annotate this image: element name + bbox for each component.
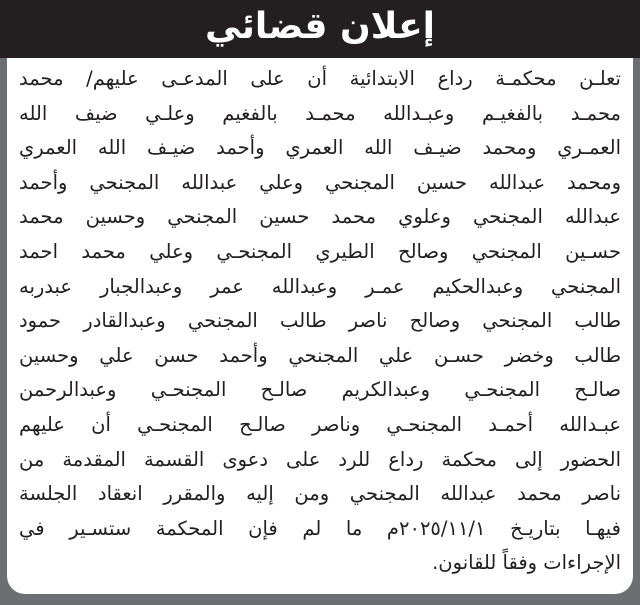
notice-line: حسـين المجنحي وصالح الطيري المجنحـي وعلي محمد احمد (19, 239, 621, 263)
notice-line: ومحمد عبدالله حسين المجنحي وعلي عبدالله المجنحي وأحمد (19, 170, 621, 194)
notice-line-closing: الإجراءات وفقاً للقانون. (432, 551, 621, 575)
notice-line: عبدالله المجنحي وعلوي محمد حسين المجنحي وحسين محمد (19, 205, 621, 229)
notice-line: محمـد بالفغيـم وعبـدالله محمـد بالفغيم وعلـي ضيف الله (19, 101, 621, 125)
notice-line: تعلـن محكمـة رداع الابتدائية أن على المدعـى عليهم/ محمد (19, 67, 621, 90)
notice-line: طالب وخضر حسـن علي المجنحي وأحمد حسن علي وحسين (19, 343, 621, 367)
notice-line: ناصر محمد عبدالله المجنحي ومن إليه والمقرر انعقاد الجلسة (19, 482, 621, 506)
header-bar (0, 0, 640, 58)
notice-line: المجنحي وعبدالحكيم عمـر وعبدالله عمر وعبدالجبار عبدربه (19, 274, 621, 298)
notice-body (19, 62, 621, 581)
notice-panel (7, 58, 633, 594)
notice-line: صالـح المجنحـي وعبدالكريم صالـح المجنحـي وعبدالرحمن (19, 378, 621, 402)
notice-line: الحضور إلى محكمة رداع للرد على دعوى القسمة المقدمة من (19, 447, 621, 471)
notice-title: إعلان قضائي (204, 6, 436, 47)
notice-line: العمـري ومحمد ضيـف الله العمري وأحمد ضيـف الله العمري (19, 136, 621, 160)
notice-line: عبـدالله أحمـد المجنحـي وناصر صالـح المجنحـي أن عليهم (19, 412, 621, 436)
notice-line: طالب المجنحي وصالح ناصر طالب المجنحي وعبدالقادر حمود (19, 309, 621, 333)
notice-line: فيهـا بتاريـخ ٢٠٢٥/١١/١م ما لم فإن المحكمة ستسـير في (19, 516, 621, 540)
